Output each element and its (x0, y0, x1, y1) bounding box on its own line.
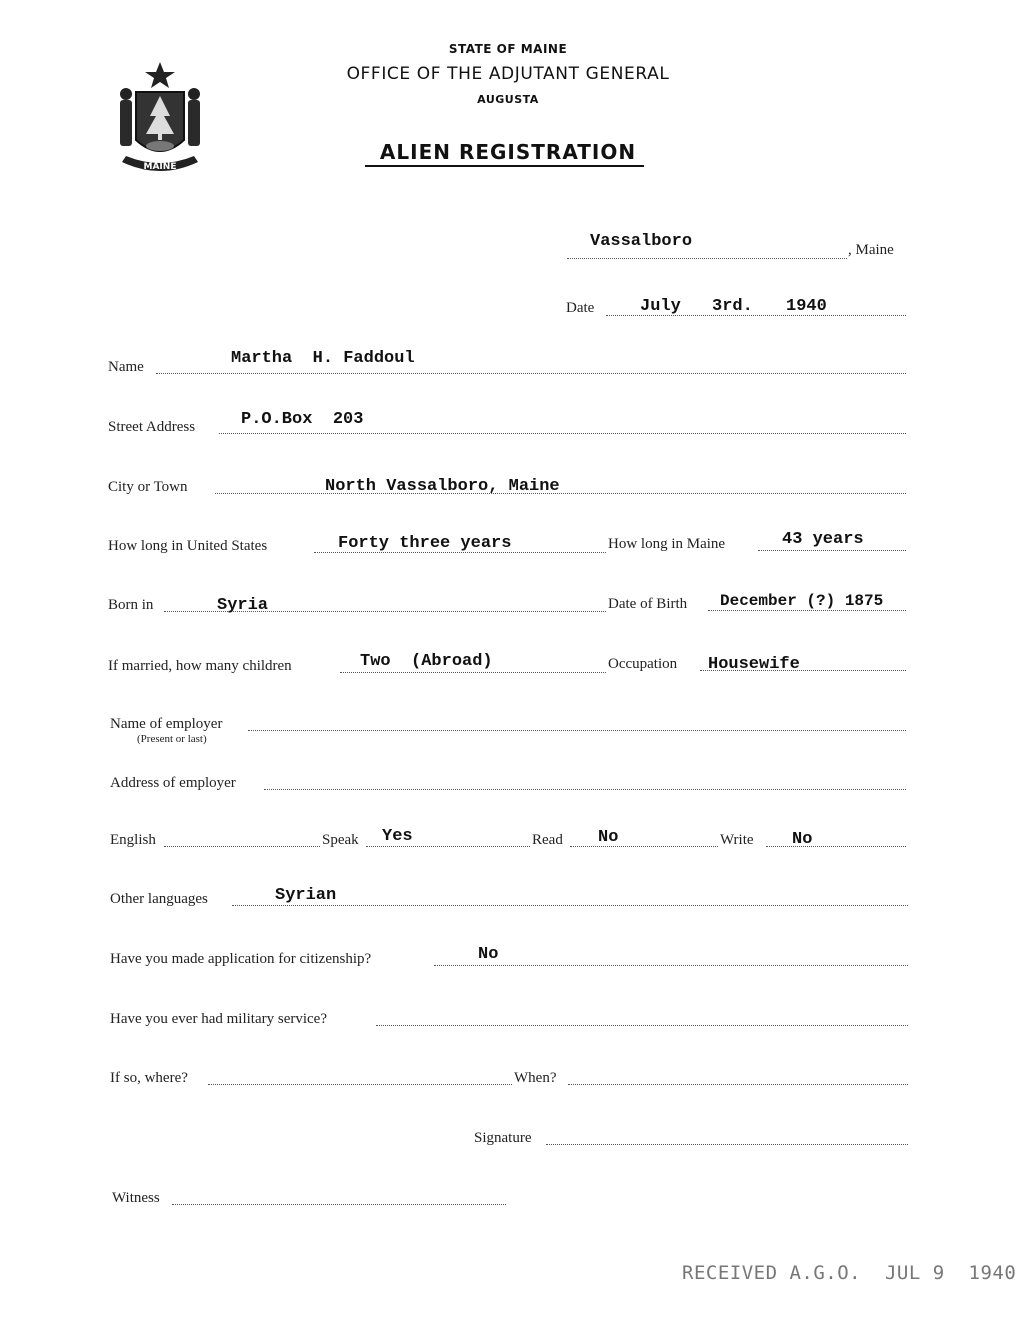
name-label: Name (108, 359, 144, 375)
street-value: P.O.Box 203 (241, 410, 364, 429)
town-state-label: , Maine (848, 242, 894, 258)
where-line (208, 1084, 512, 1085)
read-line (570, 846, 718, 847)
employer-address-label: Address of employer (110, 775, 236, 791)
born-in-label: Born in (108, 597, 154, 613)
street-line (219, 433, 906, 434)
read-label: Read (532, 832, 563, 848)
citizenship-value: No (478, 945, 499, 964)
header-office: OFFICE OF THE ADJUTANT GENERAL (346, 64, 670, 84)
employer-label: Name of employer (110, 716, 223, 732)
title-underline (365, 165, 644, 167)
city-line (215, 493, 906, 494)
name-value: Martha H. Faddoul (231, 349, 415, 368)
maine-duration-value: 43 years (782, 530, 864, 549)
city-value: North Vassalboro, Maine (325, 477, 560, 496)
employer-line (248, 730, 906, 731)
maine-state-seal-icon (108, 58, 212, 182)
occupation-label: Occupation (608, 656, 678, 672)
military-line (376, 1025, 908, 1026)
received-stamp: RECEIVED A.G.O. JUL 9 1940 (682, 1262, 1017, 1284)
header-city: AUGUSTA (477, 93, 539, 106)
write-line (766, 846, 906, 847)
children-label: If married, how many children (108, 658, 292, 674)
military-label: Have you ever had military service? (110, 1011, 327, 1027)
birth-date-value: December (?) 1875 (720, 592, 884, 610)
town-value: Vassalboro (590, 232, 693, 251)
citizenship-line (434, 965, 908, 966)
speak-label: Speak (322, 832, 359, 848)
street-label: Street Address (108, 419, 196, 435)
birth-date-line (708, 610, 906, 611)
employer-address-line (264, 789, 906, 790)
other-languages-label: Other languages (110, 891, 208, 907)
children-line (340, 672, 606, 673)
form-title: ALIEN REGISTRATION (379, 140, 637, 164)
date-day: 3rd. (712, 297, 753, 316)
where-label: If so, where? (110, 1070, 188, 1086)
date-month: July (640, 297, 681, 316)
us-duration-value: Forty three years (338, 534, 512, 553)
header-state: STATE OF MAINE (448, 42, 568, 56)
other-languages-line (232, 905, 908, 906)
when-label: When? (514, 1070, 557, 1086)
date-year: 1940 (786, 297, 827, 316)
witness-line (172, 1204, 506, 1205)
read-value: No (598, 828, 619, 847)
english-label: English (110, 832, 156, 848)
employer-sublabel: (Present or last) (137, 733, 207, 745)
us-duration-label: How long in United States (108, 538, 268, 554)
speak-value: Yes (382, 827, 413, 846)
children-value: Two (Abroad) (360, 652, 493, 671)
name-line (156, 373, 906, 374)
citizenship-label: Have you made application for citizenship? (110, 951, 372, 967)
signature-line (546, 1144, 908, 1145)
svg-text:MAINE: MAINE (143, 162, 177, 172)
english-line (164, 846, 320, 847)
write-value: No (792, 830, 813, 849)
town-line (567, 258, 847, 259)
date-label: Date (566, 300, 595, 316)
occupation-value: Housewife (708, 655, 800, 674)
write-label: Write (720, 832, 754, 848)
city-label: City or Town (108, 479, 188, 495)
witness-label: Witness (112, 1190, 160, 1206)
maine-duration-label: How long in Maine (608, 536, 726, 552)
signature-label: Signature (474, 1130, 532, 1146)
when-line (568, 1084, 908, 1085)
maine-duration-line (758, 550, 906, 551)
born-in-value: Syria (217, 596, 269, 615)
speak-line (366, 846, 530, 847)
other-languages-value: Syrian (275, 886, 337, 905)
birth-date-label: Date of Birth (608, 596, 688, 612)
